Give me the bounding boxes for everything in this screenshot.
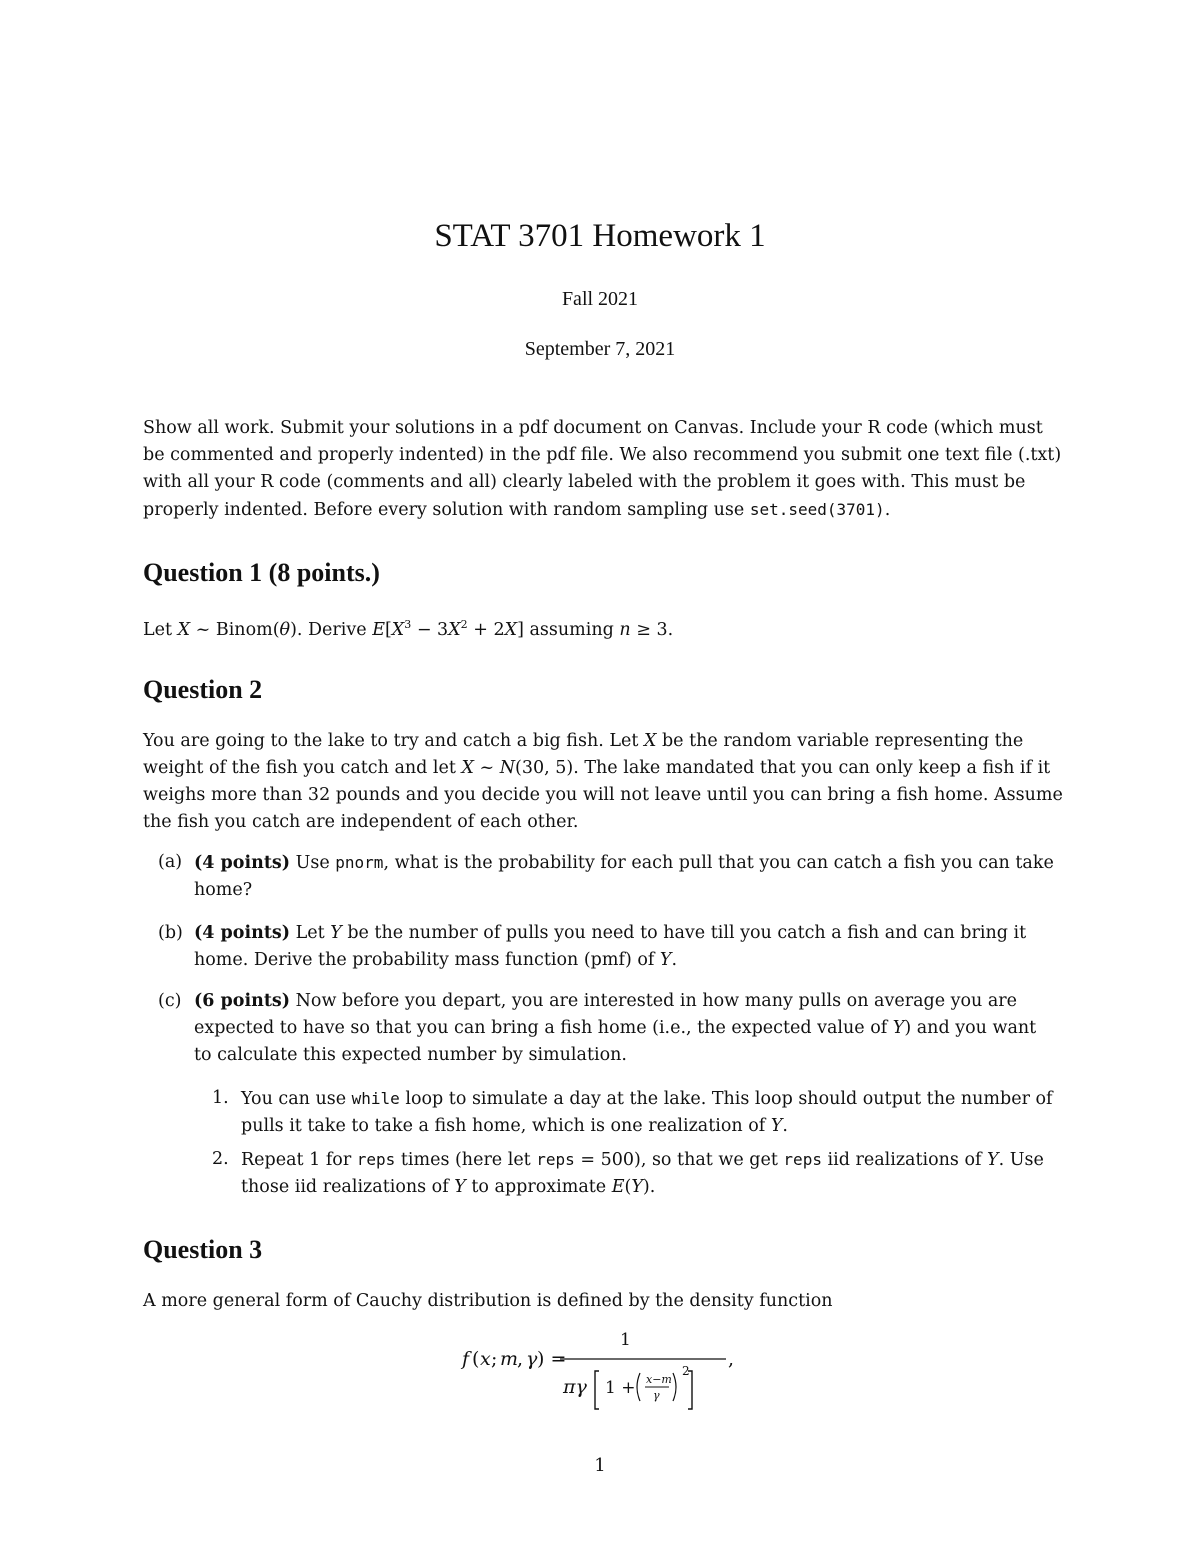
step-label: 2. — [212, 1149, 229, 1169]
while-code: while — [351, 1089, 400, 1108]
q1-text-c: ). Derive — [290, 619, 373, 640]
q1-text-a: Let — [143, 619, 178, 640]
points-label: (4 points) — [194, 923, 291, 943]
svg-text:) =: ) = — [537, 1348, 567, 1370]
c2-text-4: iid realizations of — [821, 1150, 988, 1170]
q1-text-d: assuming — [523, 619, 620, 640]
question-2-heading: Question 2 — [143, 675, 263, 704]
svg-text:x: x — [480, 1348, 491, 1370]
svg-text:2: 2 — [682, 1364, 690, 1378]
math-x: X — [177, 619, 191, 640]
svg-text:(: ( — [472, 1348, 480, 1370]
q2b-text-3: . — [671, 950, 678, 970]
math-condition: n ≥ 3. — [619, 619, 674, 640]
svg-text:γ: γ — [653, 1389, 660, 1402]
svg-text:,: , — [728, 1348, 735, 1370]
pnorm-code: pnorm — [335, 853, 384, 872]
question-1-text: Let X ~ Binom(θ). Derive $E[X^3 - 3X^2 + 2X]$ assuming n ≥ 3. — [143, 618, 674, 640]
math-normal: X ~ N(30, 5) — [461, 758, 574, 778]
c1-text-3: . — [782, 1116, 788, 1136]
page-number: 1 — [594, 1455, 606, 1476]
c1-text-2: loop to simulate a day at the lake. This loop should output the number of pulls it take to take a fish home, which is one realization of — [241, 1089, 1053, 1136]
svg-text:f: f — [462, 1348, 470, 1370]
item-label: (b) — [158, 923, 183, 943]
c2-text-3: = 500), so that we get — [574, 1150, 784, 1170]
q1-text-b: Binom( — [215, 619, 280, 640]
instructions-paragraph — [143, 415, 1063, 524]
item-label: (c) — [158, 991, 182, 1011]
svg-text:πγ: πγ — [563, 1376, 587, 1398]
step-label: 1. — [212, 1088, 229, 1108]
reps-code: reps — [536, 1150, 575, 1169]
question-2c: (c) (6 points) Now before you depart, you are interested in how many pulls on average you are expected to have so that you can bring a fish home (i.e., the expected value of Y) and you want to calculate this expected number by simulation. — [158, 988, 1058, 1069]
q2c-text-2: ) and you want to calculate this expected number by simulation. — [194, 1018, 1037, 1065]
q2c-text-1: Now before you depart, you are interested in how many pulls on average you are expected to have so that you can bring a fish home (i.e., the expected value of — [194, 991, 1018, 1038]
q2a-text-1: Use — [290, 853, 336, 873]
c2-text-2: times (here let — [395, 1150, 537, 1170]
q2a-text-2: , what is the probability for each pull that you can catch a fish you can take home? — [194, 853, 1054, 900]
math-expectation: $E[X^3 - 3X^2 + 2X]$ — [372, 618, 524, 640]
svg-text:;: ; — [491, 1348, 498, 1370]
question-2-intro: You are going to the lake to try and catch a big fish. Let X be the random variable representing the weight of the fish you catch and let X ~ N(30, 5). The lake mandated that you can only keep a fish if it weighs more than 32 pounds and you decide you will not leave until you can bring a fish home. Assume the fish you catch are independent of each other. — [143, 731, 1063, 832]
c1-text-1: You can use — [241, 1089, 352, 1109]
q2-intro-a: You are going to the lake to try and catch a big fish. Let — [143, 731, 644, 751]
question-3-text: A more general form of Cauchy distribution is defined by the density function — [143, 1291, 833, 1311]
c2-text-6: to approximate — [465, 1177, 612, 1197]
svg-text:x−m: x−m — [646, 1373, 672, 1386]
svg-text:m: m — [500, 1348, 519, 1370]
c2-text-1: Repeat 1 for — [241, 1150, 357, 1170]
instructions-text: Show all work. Submit your solutions in a pdf document on Canvas. Include your R code (which must be commented and properly indented) in the pdf file. We also recommend you submit one text file (.txt) with all your R code (comments and all) clearly labeled with the problem it goes with. This must be properly indented. Before every solution with random sampling use — [143, 418, 1062, 520]
document-term: Fall 2021 — [561, 288, 639, 310]
question-2c-step-2: 2. Repeat 1 for reps times (here let reps = 500), so that we get reps iid realizations of Y. Use those iid realizations of Y to approximate E(Y). — [212, 1146, 1062, 1201]
reps-code: reps — [356, 1150, 396, 1169]
reps-code: reps — [783, 1150, 822, 1169]
question-1-heading: Question 1 (8 points.) — [143, 558, 380, 587]
equation-graphic — [460, 1325, 780, 1415]
svg-text:1 +: 1 + — [605, 1378, 636, 1398]
svg-text:1: 1 — [620, 1330, 631, 1350]
q2-intro-b: be the random variable representing the weight of the fish you catch and let — [143, 731, 1024, 778]
q2b-text-2: be the number of pulls you need to have till you catch a fish and can bring it home. Derive the probability mass function (pmf) of — [194, 923, 1027, 970]
svg-text:,: , — [517, 1348, 524, 1370]
points-label: (6 points) — [194, 991, 291, 1011]
cauchy-density-equation — [460, 1325, 780, 1415]
svg-text:γ: γ — [526, 1348, 538, 1370]
document-title: STAT 3701 Homework 1 — [434, 218, 766, 254]
set-seed-code: set.seed(3701) — [749, 500, 885, 519]
document-date: September 7, 2021 — [524, 338, 676, 360]
q2b-text-1: Let — [290, 923, 331, 943]
question-3-heading: Question 3 — [143, 1235, 263, 1264]
math-theta: θ — [279, 619, 291, 640]
item-label: (a) — [158, 852, 183, 872]
q2-intro-c: . The lake mandated that you can only keep a fish if it weighs more than 32 pounds and you decide you will not leave until you can bring a fish home. Assume the fish you catch are independent of each other. — [143, 758, 1063, 832]
question-2b: (b) (4 points) Let Y be the number of pulls you need to have till you catch a fish and can bring it home. Derive the probability mass function (pmf) of Y. — [158, 920, 1058, 974]
points-label: (4 points) — [194, 853, 291, 873]
question-2a — [158, 849, 1058, 904]
question-2c-step-1: 1. You can use while loop to simulate a day at the lake. This loop should output the number of pulls it take to take a fish home, which is one realization of Y. — [212, 1085, 1062, 1140]
c2-text-5: . Use those iid realizations of — [241, 1150, 1044, 1197]
instructions-end: . — [884, 500, 891, 520]
math-expected-y: E(Y). — [611, 1177, 656, 1197]
